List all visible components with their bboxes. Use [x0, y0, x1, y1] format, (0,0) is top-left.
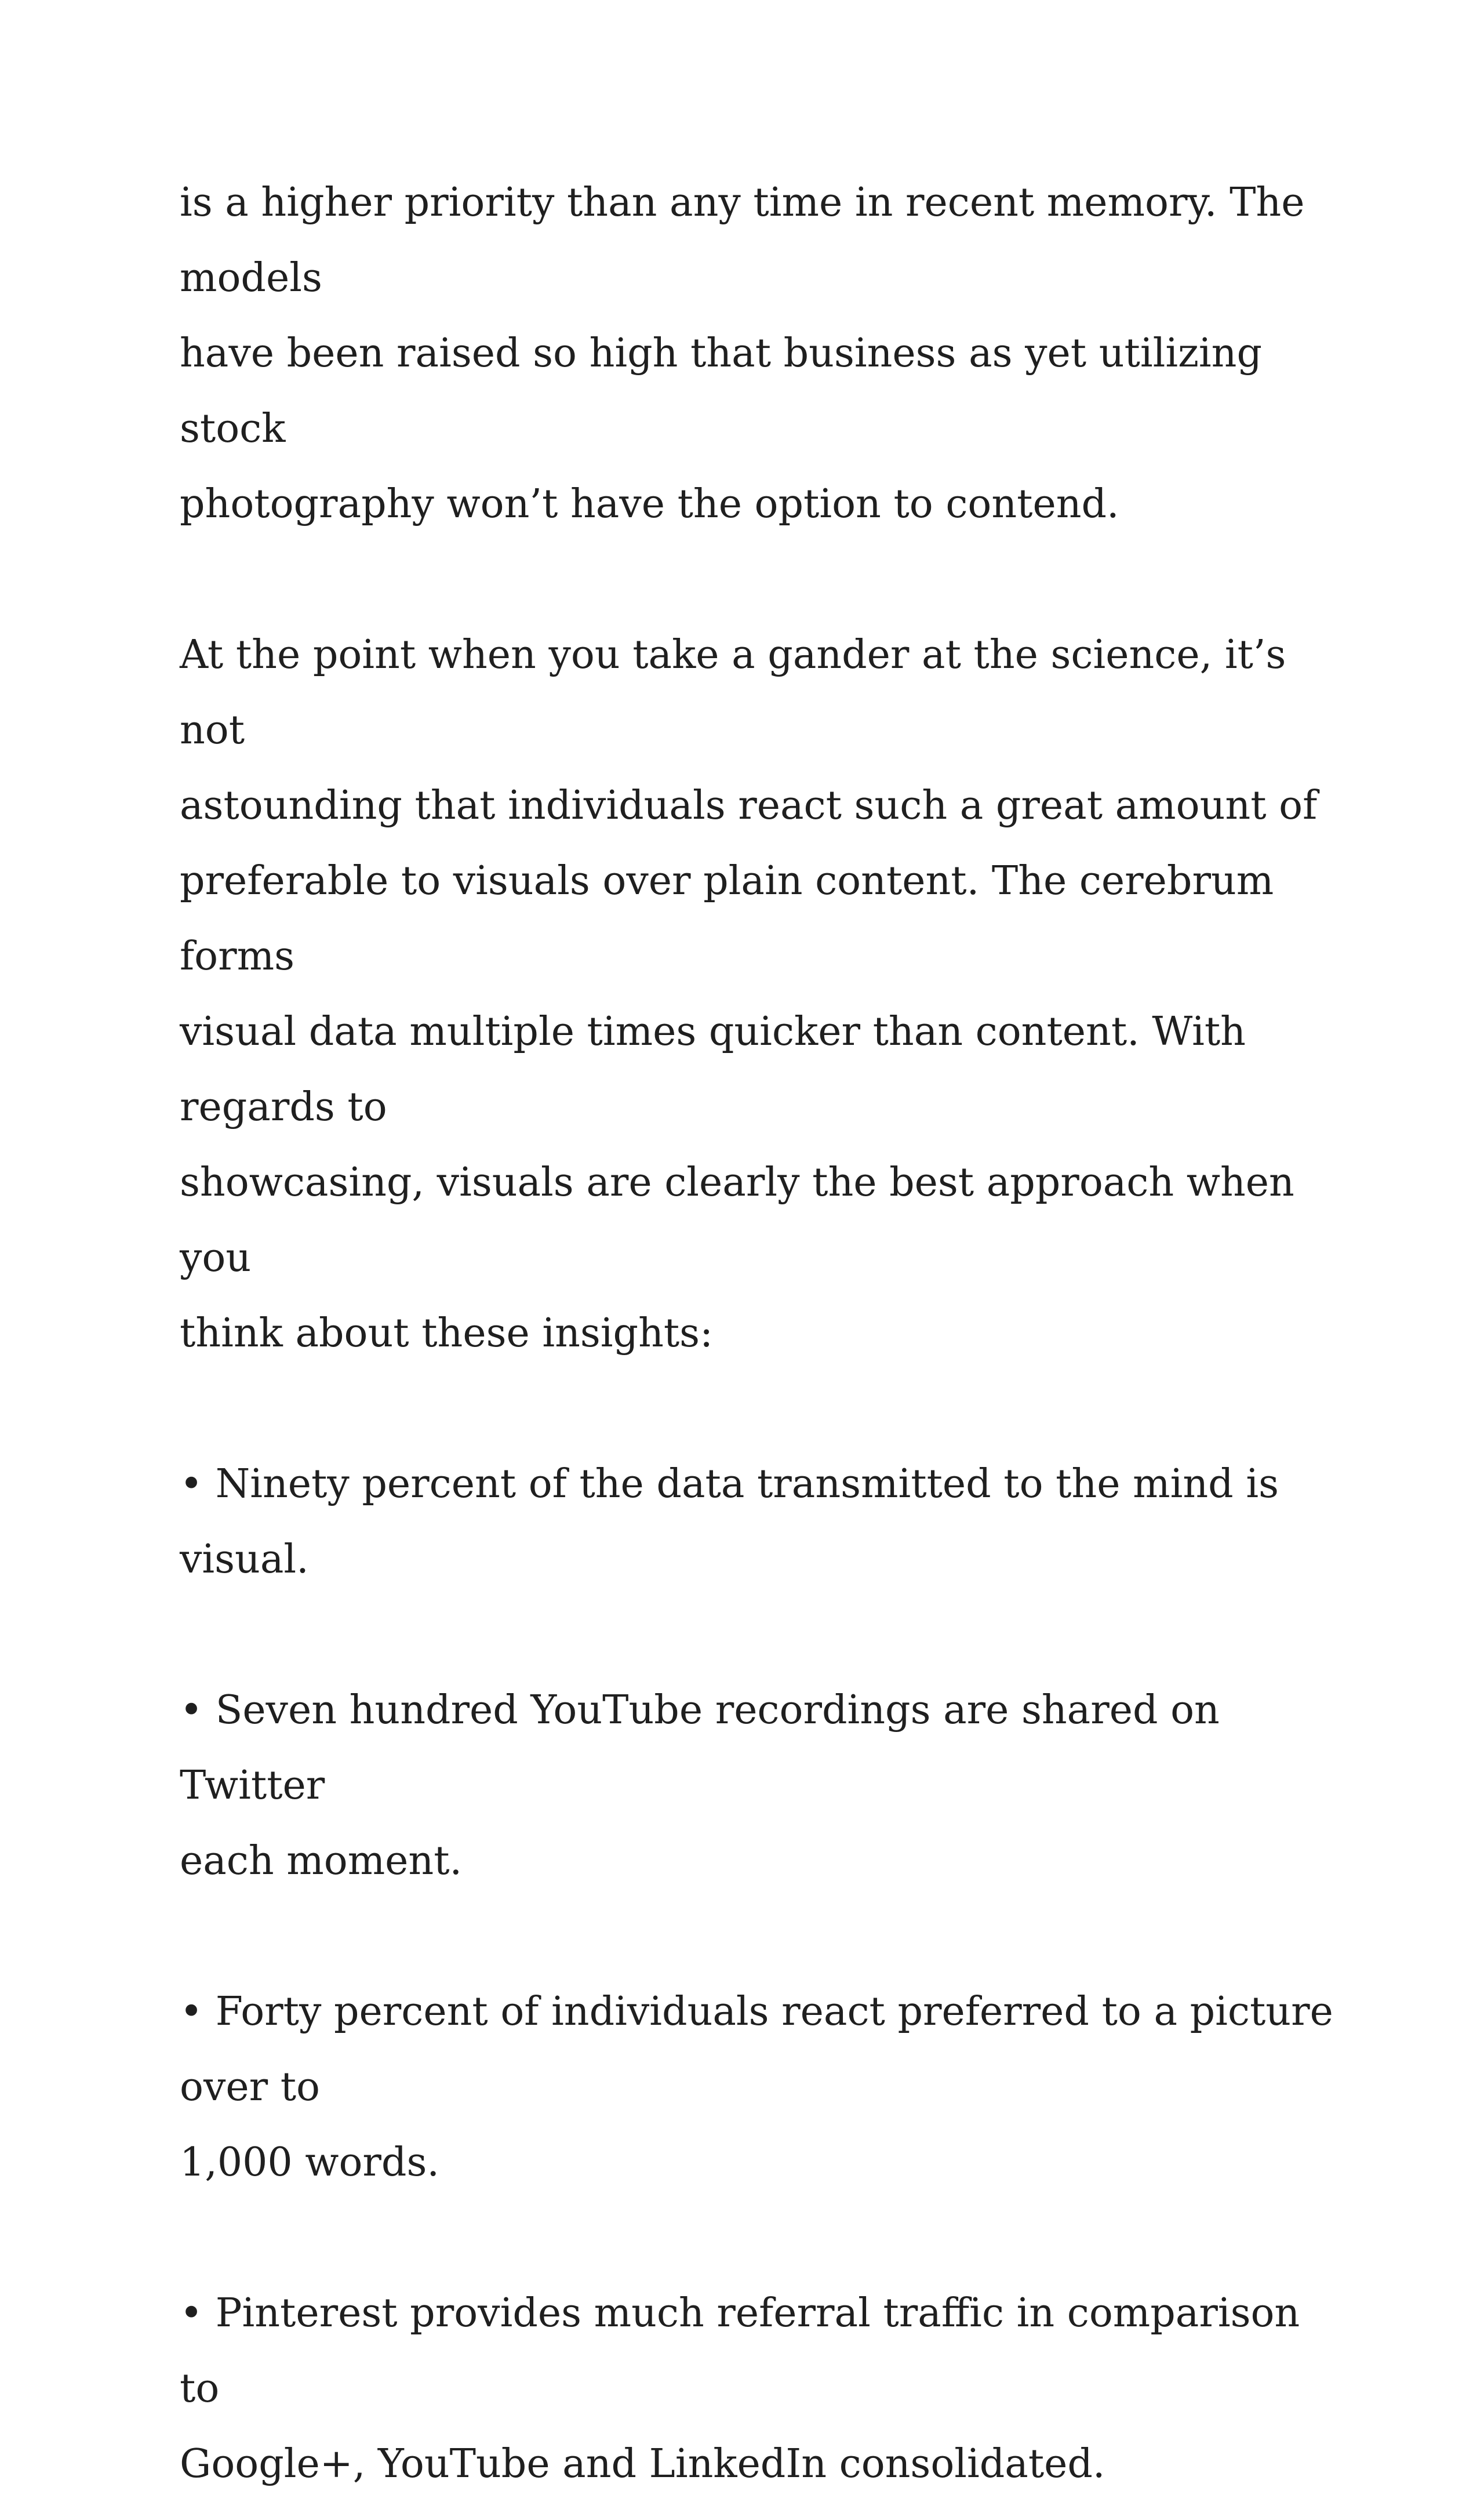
text-line [180, 1447, 1339, 1597]
paragraph-intro [180, 165, 1339, 542]
text-line: Google+, YouTube and LinkedIn consolidated. [180, 2441, 1105, 2487]
paragraph-gap [180, 1899, 1339, 1974]
bullet-item [180, 1974, 1339, 2200]
text-line: is a higher priority than any time in recent memory. The models [180, 180, 1305, 301]
document-body [180, 165, 1339, 2502]
bullet-marker: • [180, 2290, 203, 2336]
text-line: photography won’t have the option to contend. [180, 481, 1119, 527]
text-line [180, 2276, 1339, 2427]
text-line: preferable to visuals over plain content. The cerebrum forms [180, 858, 1274, 979]
bullet-text: Forty percent of individuals react preferred to a picture over to [180, 1989, 1333, 2110]
bullet-text: Seven hundred YouTube recordings are shared on Twitter [180, 1687, 1220, 1809]
paragraph-gap [180, 2200, 1339, 2276]
bullet-marker: • [180, 1989, 203, 2035]
text-line [180, 1974, 1339, 2125]
text-line: have been raised so high that business as yet utilizing stock [180, 331, 1262, 452]
bullet-item [180, 1447, 1339, 1597]
bullet-item [180, 2276, 1339, 2502]
text-line: astounding that individuals react such a great amount of [180, 783, 1318, 829]
bullet-marker: • [180, 1461, 203, 1507]
text-line: think about these insights: [180, 1310, 713, 1356]
bullet-text: Pinterest provides much referral traffic in comparison to [180, 2290, 1300, 2412]
bullet-text: Ninety percent of the data transmitted to the mind is visual. [180, 1461, 1279, 1582]
paragraph-gap [180, 1371, 1339, 1447]
text-line: At the point when you take a gander at the science, it’s not [180, 632, 1286, 753]
bullet-marker: • [180, 1687, 203, 1733]
paragraph-science [180, 618, 1339, 1371]
paragraph-gap [180, 542, 1339, 618]
text-line [180, 1673, 1339, 1824]
paragraph-gap [180, 1597, 1339, 1673]
text-line: showcasing, visuals are clearly the best approach when you [180, 1160, 1294, 1281]
text-line: each moment. [180, 1838, 463, 1884]
bullet-item [180, 1673, 1339, 1899]
text-line: 1,000 words. [180, 2140, 439, 2185]
text-line: visual data multiple times quicker than content. With regards to [180, 1009, 1246, 1130]
